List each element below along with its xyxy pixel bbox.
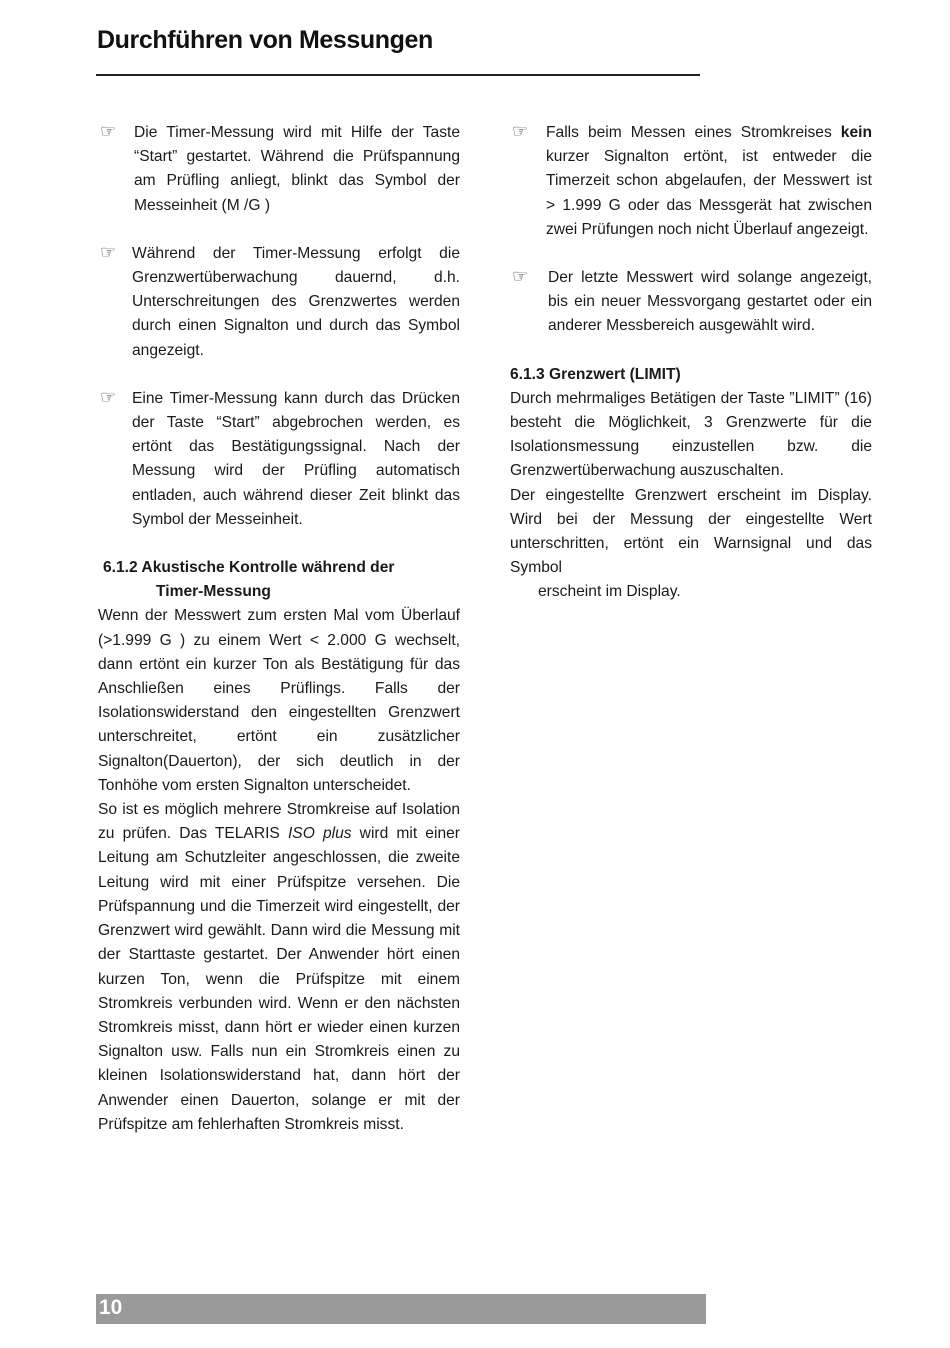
pointing-hand-icon: ☞ [512, 266, 529, 287]
list-item [510, 266, 872, 339]
paragraph-text: Der eingestellte Grenzwert erscheint im Display. Wird bei der Messung der eingestellte Wert unterschritten, ertönt ein Warnsignal und das Symbol [510, 486, 872, 577]
list-item [510, 121, 872, 242]
bullet-text: Die Timer-Messung wird mit Hilfe der Taste “Start” gestartet. Während die Prüfspannung am Prüfling anliegt, blinkt das Symbol der Messeinheit (M /G ) [134, 124, 460, 214]
emphasis-word: kein [840, 124, 872, 141]
pointing-hand-icon: ☞ [100, 121, 117, 141]
body-paragraph: Wenn der Messwert zum ersten Mal vom Überlauf (>1.999 G ) zu einem Wert < 2.000 G wechselt, dann ertönt ein kurzer Ton als Bestätigung für das Anschließen eines Prüflings. Falls der Isolationswiderstand den eingestellten Grenzwert unterschreitet, ertönt ein zusätzlicher Signalton(Dauerton), der sich deutlich in der Tonhöhe vom ersten Signalton unterscheidet. [98, 607, 460, 794]
product-name: ISO plus [287, 825, 352, 843]
section-heading [98, 556, 460, 604]
list-item [98, 387, 460, 532]
section-heading-line2: Timer-Messung [156, 583, 271, 601]
section-heading-line1: 6.1.2 Akustische Kontrolle während der [103, 559, 395, 577]
bullet-text: Der letzte Messwert wird solange angezeigt, bis ein neuer Messvorgang gestartet oder ein anderer Messbereich ausgewählt wird. [548, 269, 872, 335]
body-paragraph: Durch mehrmaliges Betätigen der Taste ”LIMIT” (16) besteht die Möglichkeit, 3 Grenzwerte für die Isolationsmessung einzustellen bzw. die Grenzwertüberwachung auszuschalten. [510, 389, 872, 480]
paragraph-text: So ist es möglich mehrere Stromkreise auf Isolation zu prüfen. Das TELARIS [98, 801, 460, 843]
left-column [98, 121, 460, 1137]
list-item [98, 242, 460, 363]
pointing-hand-icon: ☞ [100, 386, 117, 407]
body-paragraph [510, 484, 872, 605]
page-number: 10 [99, 1296, 123, 1319]
page-title: Durchführen von Messungen [97, 26, 433, 54]
body-paragraph [98, 798, 460, 1137]
right-column [510, 121, 872, 605]
list-item [98, 121, 460, 218]
footer-bar [96, 1294, 706, 1324]
bullet-text: kurzer Signalton ertönt, ist entweder die Timerzeit schon abgelaufen, der Messwert ist > 1.999 G oder das Messgerät hat zwischen zwei Prüfungen noch nicht Überlauf angezeigt. [546, 148, 872, 238]
pointing-hand-icon: ☞ [512, 121, 529, 141]
bullet-text: Während der Timer-Messung erfolgt die Grenzwertüberwachung dauernd, d.h. Unterschreitungen des Grenzwertes werden durch einen Signalton und durch das Symbol angezeigt. [132, 244, 460, 359]
title-divider [96, 74, 700, 76]
pointing-hand-icon: ☞ [100, 241, 117, 262]
section-heading: 6.1.3 Grenzwert (LIMIT) [510, 365, 681, 383]
bullet-text: Eine Timer-Messung kann durch das Drücken der Taste “Start” abgebrochen werden, es ertönt das Bestätigungssignal. Nach der Messung wird der Prüfling automatisch entladen, auch während dieser Zeit blinkt das Symbol der Messeinheit. [132, 389, 460, 528]
paragraph-text: wird mit einer Leitung am Schutzleiter angeschlossen, die zweite Leitung wird mit einer Prüfspitze versehen. Die Prüfspannung und die Timerzeit wird eingestellt, der Grenzwert wird gewählt. Dann wird die Messung mit der Starttaste gestartet. Der Anwender hört einen kurzen Ton, wenn die Prüfspitze mit einem Stromkreis verbunden wird. Wenn er den nächsten Stromkreis misst, dann hört er wieder einen kurzen Signalton usw. Falls nun ein Stromkreis einen zu kleinen Isolationswiderstand hat, dann hört der Anwender einen Dauerton, solange er mit der Prüfspitze am fehlerhaften Stromkreis misst. [98, 825, 460, 1133]
paragraph-text: erscheint im Display. [538, 583, 681, 601]
bullet-text: Falls beim Messen eines Stromkreises [546, 124, 841, 141]
